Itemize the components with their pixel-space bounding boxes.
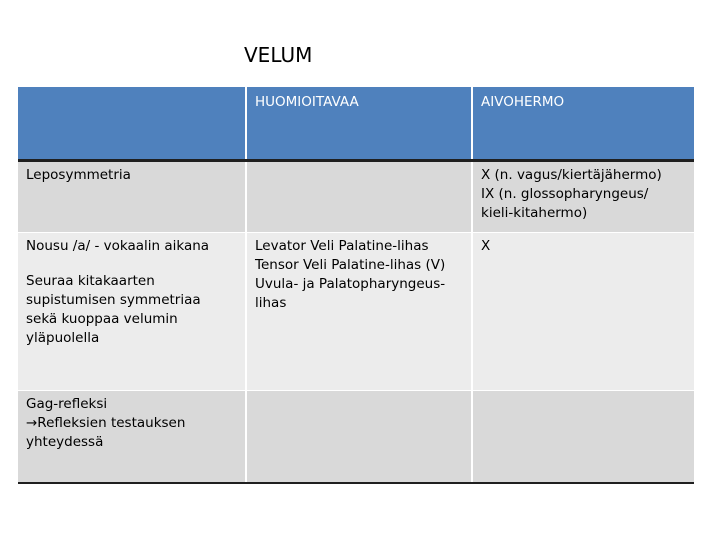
header-cell-aivohermo: AIVOHERMO <box>472 87 694 161</box>
row3-col1-line: →Refleksien testauksen <box>26 415 186 431</box>
table-row <box>18 391 694 483</box>
row3-col3 <box>472 391 694 483</box>
row1-col3-line: IX (n. glossopharyngeus/ <box>481 186 649 202</box>
row3-col1 <box>18 391 246 483</box>
row1-col3 <box>472 161 694 233</box>
table-row <box>18 161 694 233</box>
velum-table <box>18 87 694 484</box>
row2-col1 <box>18 233 246 391</box>
row1-col1 <box>18 161 246 233</box>
row1-col3-line: X (n. vagus/kiertäjähermo) <box>481 167 662 183</box>
row2-col2-line: Uvula- ja Palatopharyngeus- <box>255 276 446 292</box>
row3-col1-line: Gag-refleksi <box>26 396 108 412</box>
page-title: VELUM <box>244 43 313 67</box>
row1-col2 <box>246 161 472 233</box>
row2-col3-line: X <box>481 238 491 254</box>
header-cell-empty <box>18 87 246 161</box>
row2-col1b-line: sekä kuoppaa velumin <box>26 311 178 327</box>
row2-col1b-line: supistumisen symmetriaa <box>26 292 201 308</box>
row2-col2-line: Levator Veli Palatine-lihas <box>255 238 429 254</box>
row2-col3 <box>472 233 694 391</box>
row1-col3-line: kieli-kitahermo) <box>481 205 588 221</box>
row3-col2 <box>246 391 472 483</box>
row2-col1-line: Nousu /a/ - vokaalin aikana <box>26 238 210 254</box>
row1-col1-line: Leposymmetria <box>26 167 131 183</box>
row2-col2-line: Tensor Veli Palatine-lihas (V) <box>255 257 446 273</box>
table-header-row <box>18 87 694 161</box>
table-row <box>18 233 694 391</box>
row3-col1-line: yhteydessä <box>26 434 104 450</box>
row2-col1b-line: yläpuolella <box>26 330 100 346</box>
header-cell-huomioitavaa: HUOMIOITAVAA <box>246 87 472 161</box>
row2-col1b-line: Seuraa kitakaarten <box>26 273 155 289</box>
row2-col2-line: lihas <box>255 295 287 311</box>
row2-col2 <box>246 233 472 391</box>
